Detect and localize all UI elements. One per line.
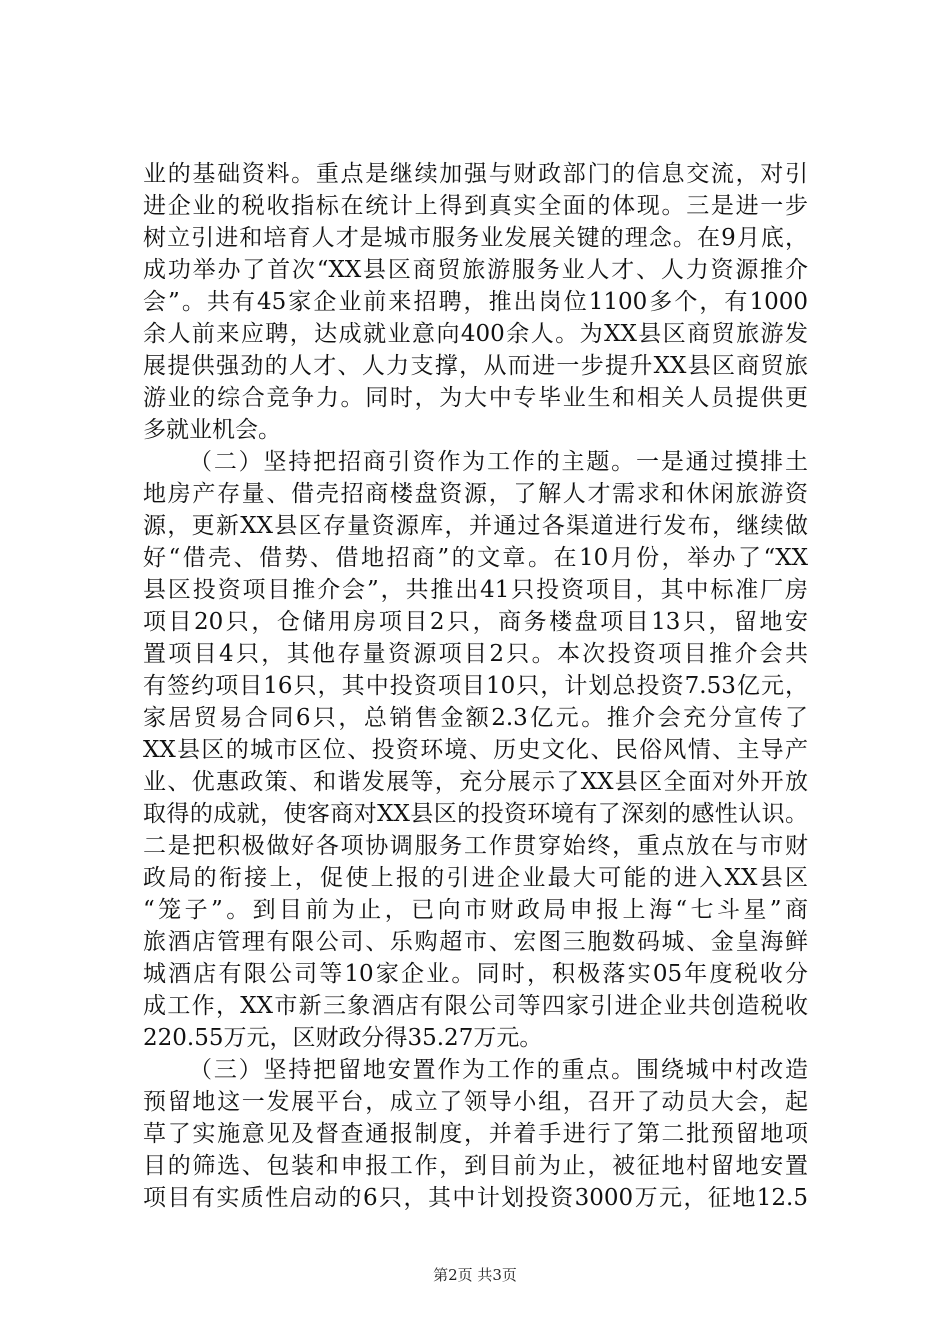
text-line: 县区投资项目推介会”，共推出41只投资项目，其中标准厂房 (143, 577, 808, 603)
text-line: 会”。共有45家企业前来招聘，推出岗位1100多个，有1000 (143, 289, 808, 315)
text-line: 草了实施意见及督查通报制度，并着手进行了第二批预留地项 (143, 1121, 808, 1147)
text-line: 地房产存量、借壳招商楼盘资源，了解人才需求和休闲旅游资 (143, 481, 808, 507)
text-line: 预留地这一发展平台，成立了领导小组，召开了动员大会，起 (143, 1089, 808, 1115)
text-line: 多就业机会。 (143, 417, 281, 443)
text-line: 目的筛选、包装和申报工作，到目前为止，被征地村留地安置 (143, 1153, 808, 1179)
text-line: 取得的成就，使客商对XX县区的投资环境有了深刻的感性认识。 (143, 801, 808, 827)
paragraph-start-line: （三）坚持把留地安置作为工作的重点。围绕城中村改造 (189, 1057, 808, 1083)
text-line: “笼子”。到目前为止，已向市财政局申报上海“七斗星”商 (143, 897, 808, 923)
text-line: 成功举办了首次“XX县区商贸旅游服务业人才、人力资源推介 (143, 257, 808, 283)
text-line: 二是把积极做好各项协调服务工作贯穿始终，重点放在与市财 (143, 833, 808, 859)
document-body (143, 158, 808, 1214)
text-line: 城酒店有限公司等10家企业。同时，积极落实05年度税收分 (143, 961, 808, 987)
text-line: 项目20只，仓储用房项目2只，商务楼盘项目13只，留地安 (143, 609, 808, 635)
text-line: 游业的综合竞争力。同时，为大中专毕业生和相关人员提供更 (143, 385, 808, 411)
text-line: 好“借壳、借势、借地招商”的文章。在10月份，举办了“XX (143, 545, 808, 571)
text-line: XX县区的城市区位、投资环境、历史文化、民俗风情、主导产 (143, 737, 808, 763)
paragraph-start-line: （二）坚持把招商引资作为工作的主题。一是通过摸排土 (189, 449, 808, 475)
text-line: 业、优惠政策、和谐发展等，充分展示了XX县区全面对外开放 (143, 769, 808, 795)
text-line: 家居贸易合同6只，总销售金额2.3亿元。推介会充分宣传了 (143, 705, 808, 731)
text-line: 项目有实质性启动的6只，其中计划投资3000万元，征地12.5 (143, 1185, 808, 1211)
text-line: 源，更新XX县区存量资源库，并通过各渠道进行发布，继续做 (143, 513, 808, 539)
text-line: 220.55万元，区财政分得35.27万元。 (143, 1025, 543, 1051)
text-line: 业的基础资料。重点是继续加强与财政部门的信息交流，对引 (143, 161, 808, 187)
text-line: 展提供强劲的人才、人力支撑，从而进一步提升XX县区商贸旅 (143, 353, 808, 379)
text-line: 树立引进和培育人才是城市服务业发展关键的理念。在9月底， (143, 225, 808, 251)
text-line: 余人前来应聘，达成就业意向400余人。为XX县区商贸旅游发 (143, 321, 808, 347)
text-line: 政局的衔接上，促使上报的引进企业最大可能的进入XX县区 (143, 865, 808, 891)
text-line: 有签约项目16只，其中投资项目10只，计划总投资7.53亿元， (143, 673, 808, 699)
text-line: 旅酒店管理有限公司、乐购超市、宏图三胞数码城、金皇海鲜 (143, 929, 808, 955)
text-line: 成工作，XX市新三象酒店有限公司等四家引进企业共创造税收 (143, 993, 808, 1019)
text-line: 置项目4只，其他存量资源项目2只。本次投资项目推介会共 (143, 641, 808, 667)
page-number-footer: 第2页 共3页 (433, 1266, 517, 1284)
text-line: 进企业的税收指标在统计上得到真实全面的体现。三是进一步 (143, 193, 808, 219)
